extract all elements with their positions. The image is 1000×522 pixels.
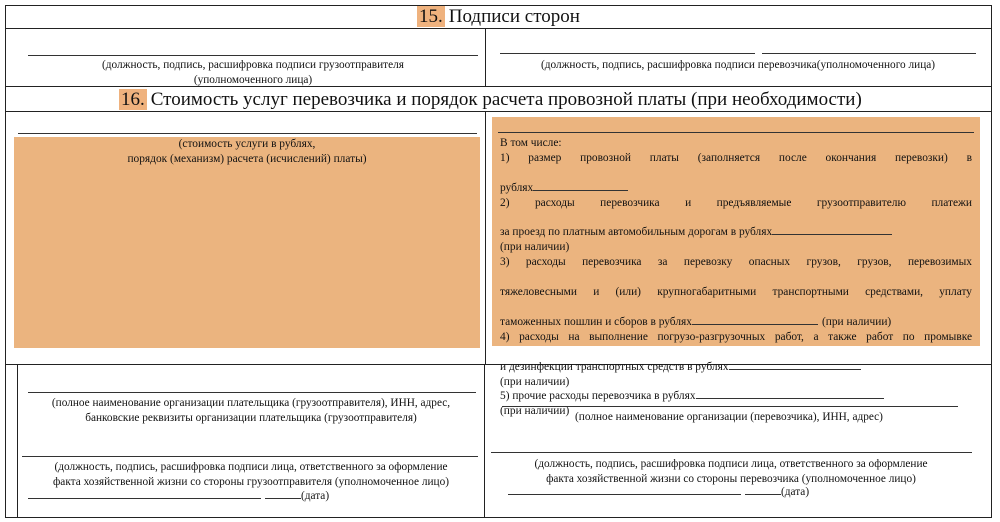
shipper-responsible-caption: (должность, подпись, расшифровка подписи лица, ответственного за оформление факта хозяйственной жизни со стороны грузоотправителя (уполномоченное лицо) [52, 461, 449, 488]
breakdown-item4-line2: и дезинфекции транспортных средств в рублях [500, 360, 972, 375]
breakdown-item5-line2: (при наличии) [500, 405, 570, 418]
shipper-responsible-line[interactable] [22, 456, 478, 457]
shipper-signature-caption: (должность, подпись, расшифровка подписи грузоотправителя (уполномоченного лица) [102, 59, 404, 86]
breakdown-item4-line3: (при наличии) [500, 375, 570, 388]
shipper-date-row: (дата) [28, 489, 468, 503]
frame-s15-header-bottom [5, 28, 992, 29]
shipper-signature-line[interactable] [28, 55, 478, 56]
section15-title-text: Подписи сторон [448, 6, 580, 27]
carrier-org-line[interactable] [502, 406, 958, 407]
breakdown-item3-line2: тяжеловесными и (или) крупногабаритными транспортными средствами, уплату [500, 286, 972, 299]
hazardous-cargo-field[interactable] [692, 315, 818, 325]
carrier-date-field[interactable] [745, 485, 781, 495]
service-cost-caption: (стоимость услуги в рублях, порядок (механизм) расчета (исчислений) платы) [127, 138, 367, 165]
breakdown-item3-line3: таможенных пошлин и сборов в рублях (при наличии) [500, 315, 892, 328]
breakdown-item1-line1: 1) размер провозной платы (заполняется после окончания перевозки) в [500, 151, 972, 164]
toll-road-field[interactable] [772, 225, 892, 235]
loading-works-field[interactable] [729, 360, 861, 370]
service-cost-field[interactable] [14, 137, 480, 348]
breakdown-item4-line1: 4) расходы на выполнение погрузо-разгрузочных работ, а также работ по промывке [500, 330, 972, 343]
section16-title-text: Стоимость услуг перевозчика и порядок расчета провозной платы (при необходимости) [150, 89, 862, 110]
frame-s16-header-bottom [5, 111, 992, 112]
breakdown-intro: В том числе: [500, 137, 562, 149]
freight-charge-field[interactable] [533, 181, 628, 191]
breakdown-item1-line2: рублях [500, 181, 972, 196]
section16-title [119, 89, 862, 111]
breakdown-item2-line1: 2) расходы перевозчика и предъявляемые грузоотправителю платежи [500, 196, 972, 209]
payer-org-line[interactable] [28, 392, 476, 393]
carrier-signature-field[interactable] [508, 485, 741, 495]
payer-org-caption: (полное наименование организации плательщика (грузоотправителя), ИНН, адрес, банковские реквизиты организации плательщика (грузоотправителя) [51, 397, 451, 424]
section16-number: 16. [121, 89, 145, 110]
carrier-signature-line-a[interactable] [500, 53, 755, 54]
frame-right [991, 5, 992, 517]
other-expenses-field[interactable] [696, 389, 884, 399]
carrier-responsible-line[interactable] [491, 452, 972, 453]
carrier-signature-line-b[interactable] [762, 53, 976, 54]
carrier-date-row: (дата) [508, 485, 948, 499]
frame-bottom-divider [484, 364, 485, 517]
frame-s15-divider [485, 28, 486, 86]
breakdown-item2-line2: за проезд по платным автомобильным дорогам в рублях [500, 225, 972, 240]
cost-breakdown-top-line[interactable] [498, 132, 974, 133]
carrier-responsible-caption: (должность, подпись, расшифровка подписи лица, ответственного за оформление факта хозяйственной жизни со стороны перевозчика (уполномоченное лицо) [534, 458, 928, 485]
carrier-signature-caption: (должность, подпись, расшифровка подписи перевозчика(уполномоченного лица) [540, 59, 936, 71]
carrier-org-caption: (полное наименование организации (перевозчика), ИНН, адрес) [575, 411, 883, 423]
breakdown-item5-line1: 5) прочие расходы перевозчика в рублях [500, 389, 972, 404]
frame-left [5, 5, 6, 517]
breakdown-item3-line1: 3) расходы перевозчика за перевозку опасных грузов, грузов, перевозимых [500, 256, 972, 269]
section15-title [417, 6, 580, 28]
service-cost-line[interactable] [18, 133, 477, 134]
frame-s16-divider [485, 111, 486, 364]
breakdown-item2-line3: (при наличии) [500, 241, 570, 254]
frame-bottom [5, 517, 992, 518]
shipper-date-field[interactable] [265, 489, 301, 499]
frame-bottom-inner-left [17, 364, 18, 517]
section15-number: 15. [419, 6, 443, 27]
shipper-signature-field[interactable] [28, 489, 261, 499]
